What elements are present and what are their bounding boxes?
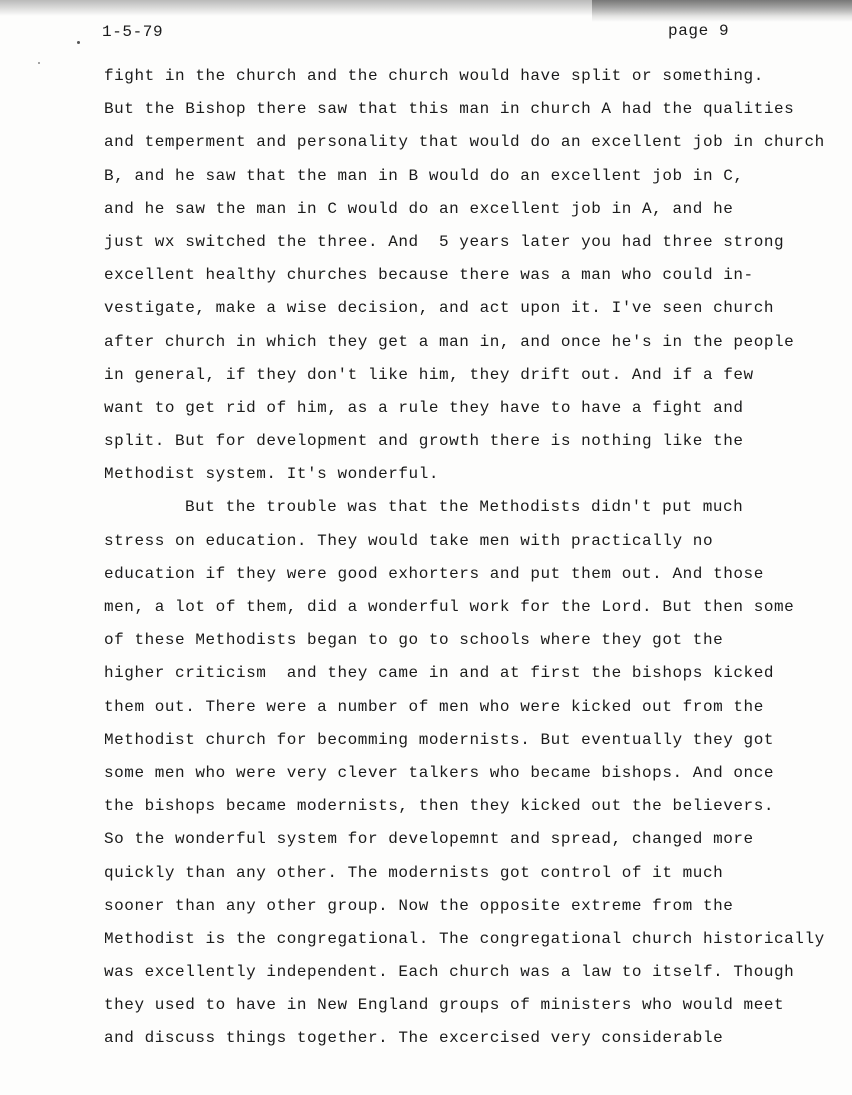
text-line: of these Methodists began to go to schools where they got the: [104, 631, 724, 650]
text-line: sooner than any other group. Now the opposite extreme from the: [104, 896, 734, 915]
body-text: [104, 60, 844, 1056]
text-line: excellent healthy churches because there was a man who could in-: [104, 266, 754, 285]
text-line: quickly than any other. The modernists got control of it much: [104, 863, 724, 882]
text-line: fight in the church and the church would have split or something.: [104, 67, 764, 85]
text-line: Methodist system. It's wonderful.: [104, 465, 440, 484]
text-line: them out. There were a number of men who were kicked out from the: [104, 697, 764, 716]
header-page-number: page 9: [668, 22, 730, 40]
text-line: split. But for development and growth there is nothing like the: [104, 432, 744, 451]
text-line: in general, if they don't like him, they drift out. And if a few: [104, 365, 754, 384]
text-line: just wx switched the three. And 5 years later you had three strong: [104, 232, 785, 251]
text-line: they used to have in New England groups of ministers who would meet: [104, 996, 785, 1015]
text-line: and discuss things together. The excercised very considerable: [104, 1029, 724, 1048]
text-line: and he saw the man in C would do an excellent job in A, and he: [104, 199, 734, 218]
text-line: So the wonderful system for developemnt and spread, changed more: [104, 830, 754, 849]
text-line: want to get rid of him, as a rule they have to have a fight and: [104, 398, 744, 417]
text-line: higher criticism and they came in and at first the bishops kicked: [104, 664, 775, 683]
text-line: But the Bishop there saw that this man in church A had the qualities: [104, 100, 795, 119]
scan-speck: [38, 62, 40, 64]
text-line: Methodist church for becomming modernists. But eventually they got: [104, 730, 775, 749]
header-date: 1-5-79: [102, 23, 164, 41]
text-line: But the trouble was that the Methodists didn't put much: [185, 498, 744, 517]
scan-edge-shadow-right: [592, 0, 852, 22]
text-line: men, a lot of them, did a wonderful work for the Lord. But then some: [104, 598, 795, 616]
text-line: education if they were good exhorters and put them out. And those: [104, 564, 764, 583]
scan-speck: [77, 41, 80, 44]
text-line: the bishops became modernists, then they kicked out the believers.: [104, 797, 775, 816]
text-line: some men who were very clever talkers who became bishops. And once: [104, 763, 775, 782]
text-line: vestigate, make a wise decision, and act upon it. I've seen church: [104, 299, 775, 318]
text-line: and temperment and personality that would do an excellent job in church: [104, 133, 825, 152]
text-line: stress on education. They would take men with practically no: [104, 531, 714, 550]
text-line: after church in which they get a man in, and once he's in the people: [104, 332, 795, 351]
text-line: B, and he saw that the man in B would do an excellent job in C,: [104, 166, 744, 185]
text-line: was excellently independent. Each church was a law to itself. Though: [104, 963, 795, 982]
text-line: Methodist is the congregational. The congregational church historically: [104, 929, 825, 948]
